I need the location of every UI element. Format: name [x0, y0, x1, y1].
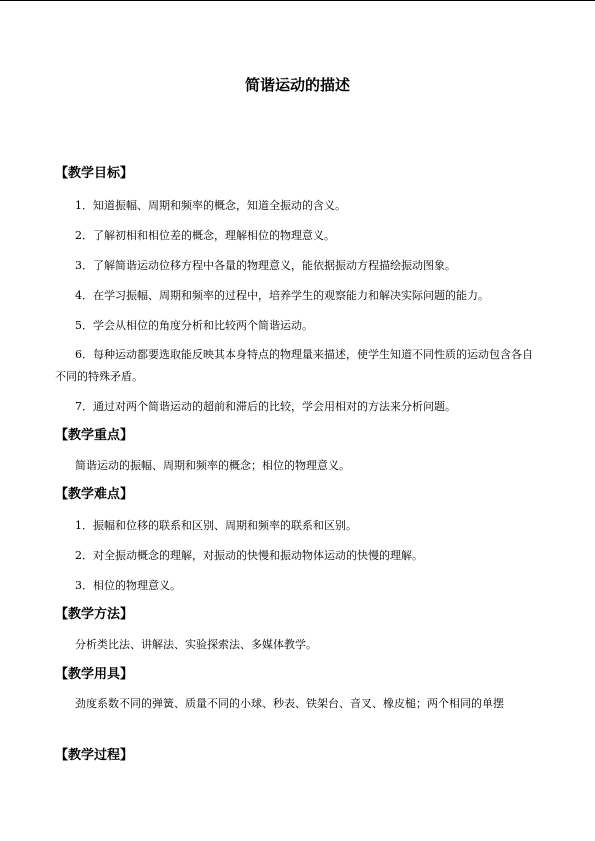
tools-text: 劲度系数不同的弹簧、质量不同的小球、秒表、铁架台、音叉、橡皮槌；两个相同的单摆	[75, 697, 504, 710]
section-heading-methods: 【教学方法】	[55, 607, 134, 622]
goal-item-5: 5．学会从相位的角度分析和比较两个简谐运动。	[75, 319, 313, 332]
goal-item-7: 7．通过对两个简谐运动的超前和滞后的比较，学会用相对的方法来分析问题。	[75, 400, 456, 413]
goal-item-4: 4．在学习振幅、周期和频率的过程中，培养学生的观察能力和解决实际问题的能力。	[75, 289, 489, 302]
goal-item-2: 2．了解初相和相位差的概念，理解相位的物理意义。	[75, 229, 335, 242]
section-heading-tools: 【教学用具】	[55, 667, 134, 682]
document-title: 简谐运动的描述	[244, 76, 350, 94]
difficulty-item-2: 2．对全振动概念的理解，对振动的快慢和振动物体运动的快慢的理解。	[75, 549, 423, 562]
goal-item-3: 3．了解简谐运动位移方程中各量的物理意义，能依据振动方程描绘振动图象。	[75, 259, 456, 272]
goal-item-1: 1．知道振幅、周期和频率的概念，知道全振动的含义。	[75, 199, 346, 212]
section-heading-goals: 【教学目标】	[55, 166, 134, 181]
difficulty-item-1: 1．振幅和位移的联系和区别、周期和频率的联系和区别。	[75, 519, 357, 532]
goal-item-6: 6．每种运动都要选取能反映其本身特点的物理量来描述，使学生知道不同性质的运动包含各自不同的特殊矛盾。	[55, 348, 533, 383]
section-heading-process: 【教学过程】	[55, 748, 134, 763]
key-points-text: 简谐运动的振幅、周期和频率的概念；相位的物理意义。	[75, 459, 350, 472]
section-heading-difficulties: 【教学难点】	[55, 487, 134, 502]
methods-text: 分析类比法、讲解法、实验探索法、多媒体教学。	[75, 638, 317, 651]
difficulty-item-3: 3．相位的物理意义。	[75, 579, 181, 592]
section-heading-key-points: 【教学重点】	[55, 428, 134, 443]
